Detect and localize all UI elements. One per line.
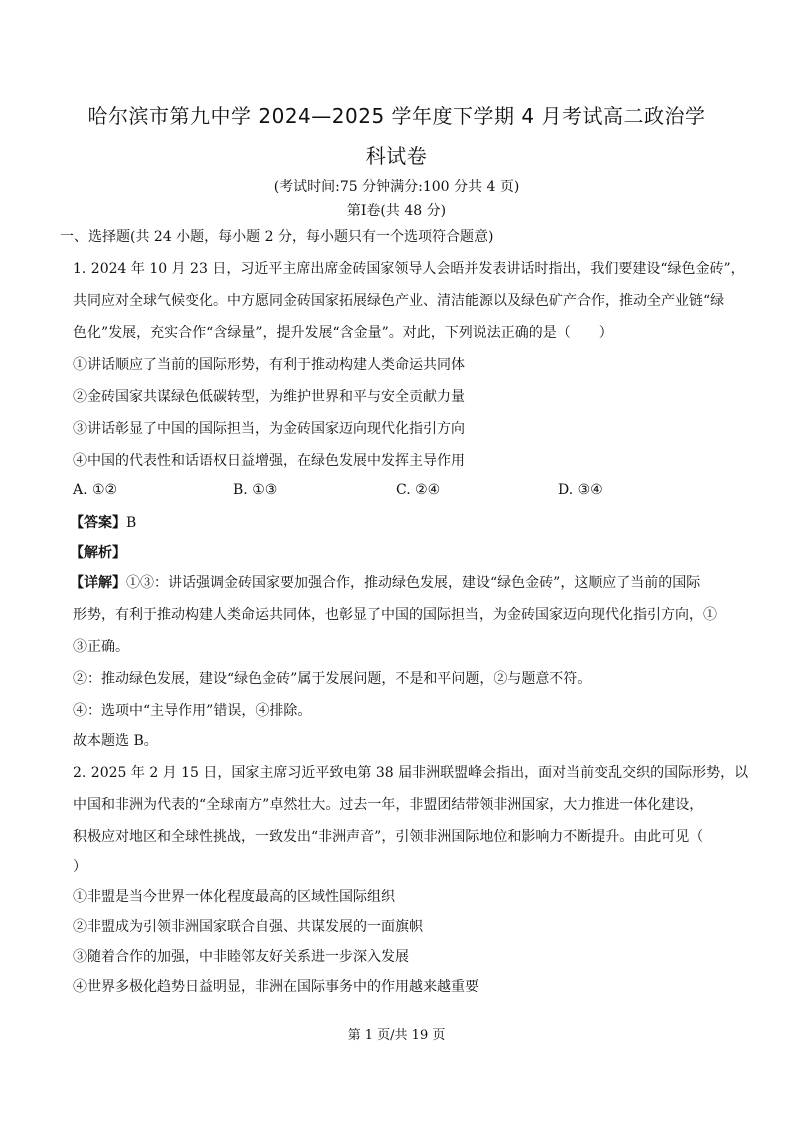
page-footer: 第 1 页/共 19 页 (347, 1028, 446, 1043)
q1-item-1: ①讲话顺应了当前的国际形势，有利于推动构建人类命运共同体 (73, 357, 465, 373)
q1-line-3: 色化”发展，充实合作“含绿量”，提升发展“含金量”。对此，下列说法正确的是（ ） (73, 325, 613, 341)
analysis-label: 【解析】 (70, 545, 126, 561)
detail-label: 【详解】 (70, 575, 126, 591)
q1-option-b: B. ①③ (233, 482, 278, 498)
q2-line-1: 2. 2025 年 2 月 15 日，国家主席习近平致电第 38 届非洲联盟峰会指出，面对当前变乱交织的国际形势，以 (73, 765, 749, 781)
q1-detail-line-6: 故本题选 B。 (73, 733, 158, 749)
q2-item-4: ④世界多极化趋势日益明显，非洲在国际事务中的作用越来越重要 (73, 979, 479, 995)
q1-option-d: D. ③④ (558, 482, 603, 498)
q1-detail-line-2: 形势，有利于推动构建人类命运共同体，也彰显了中国的国际担当，为金砖国家迈向现代化指引方向，① (73, 607, 717, 623)
section-heading: 一、选择题(共 24 小题，每小题 2 分，每小题只有一个选项符合题意) (60, 229, 494, 245)
q1-line-1: 1. 2024 年 10 月 23 日，习近平主席出席金砖国家领导人会晤并发表讲话时指出，我们要建设“绿色金砖”， (73, 261, 745, 277)
q1-option-c: C. ②④ (396, 482, 441, 498)
q2-line-3: 积极应对地区和全球性挑战，一致发出“非洲声音”，引领非洲国际地位和影响力不断提升。由此可见（ (73, 829, 704, 845)
q1-detail-line-5: ④：选项中“主导作用”错误，④排除。 (73, 703, 312, 719)
q1-detail-line-3: ③正确。 (73, 639, 129, 655)
q2-item-2: ②非盟成为引领非洲国家联合自强、共谋发展的一面旗帜 (73, 919, 423, 935)
q2-item-3: ③随着合作的加强，中非睦邻友好关系进一步深入发展 (73, 949, 409, 965)
title-line-1: 哈尔滨市第九中学 2024—2025 学年度下学期 4 月考试高二政治学 (87, 104, 706, 128)
answer-label: 【答案】 (70, 515, 126, 531)
q1-analysis-label (70, 542, 730, 562)
detail-text-1: ①③：讲话强调金砖国家要加强合作，推动绿色发展，建设“绿色金砖”，这顺应了当前的国际 (126, 575, 701, 591)
q1-line-2: 共同应对全球气候变化。中方愿同金砖国家拓展绿色产业、清洁能源以及绿色矿产合作，推动全产业链“绿 (73, 293, 725, 309)
q1-detail-line-1 (70, 572, 730, 592)
q2-line-4: ） (73, 859, 87, 875)
q2-item-1: ①非盟是当今世界一体化程度最高的区域性国际组织 (73, 889, 395, 905)
volume-heading: 第Ⅰ卷(共 48 分) (346, 203, 447, 219)
q1-option-a: A. ①② (73, 482, 118, 498)
q1-item-4: ④中国的代表性和话语权日益增强，在绿色发展中发挥主导作用 (73, 453, 465, 469)
q1-item-2: ②金砖国家共谋绿色低碳转型，为维护世界和平与安全贡献力量 (73, 389, 465, 405)
q1-answer (70, 512, 730, 532)
exam-info: (考试时间:75 分钟满分:100 分共 4 页) (273, 179, 520, 195)
q1-item-3: ③讲话彰显了中国的国际担当，为金砖国家迈向现代化指引方向 (73, 421, 465, 437)
q2-line-2: 中国和非洲为代表的“全球南方”卓然壮大。过去一年，非盟团结带领非洲国家，大力推进一体化建设， (73, 797, 704, 813)
title-line-2: 科试卷 (365, 144, 428, 168)
answer-value: B (126, 515, 137, 531)
q1-detail-line-4: ②：推动绿色发展，建设“绿色金砖”属于发展问题，不是和平问题，②与题意不符。 (73, 671, 592, 687)
